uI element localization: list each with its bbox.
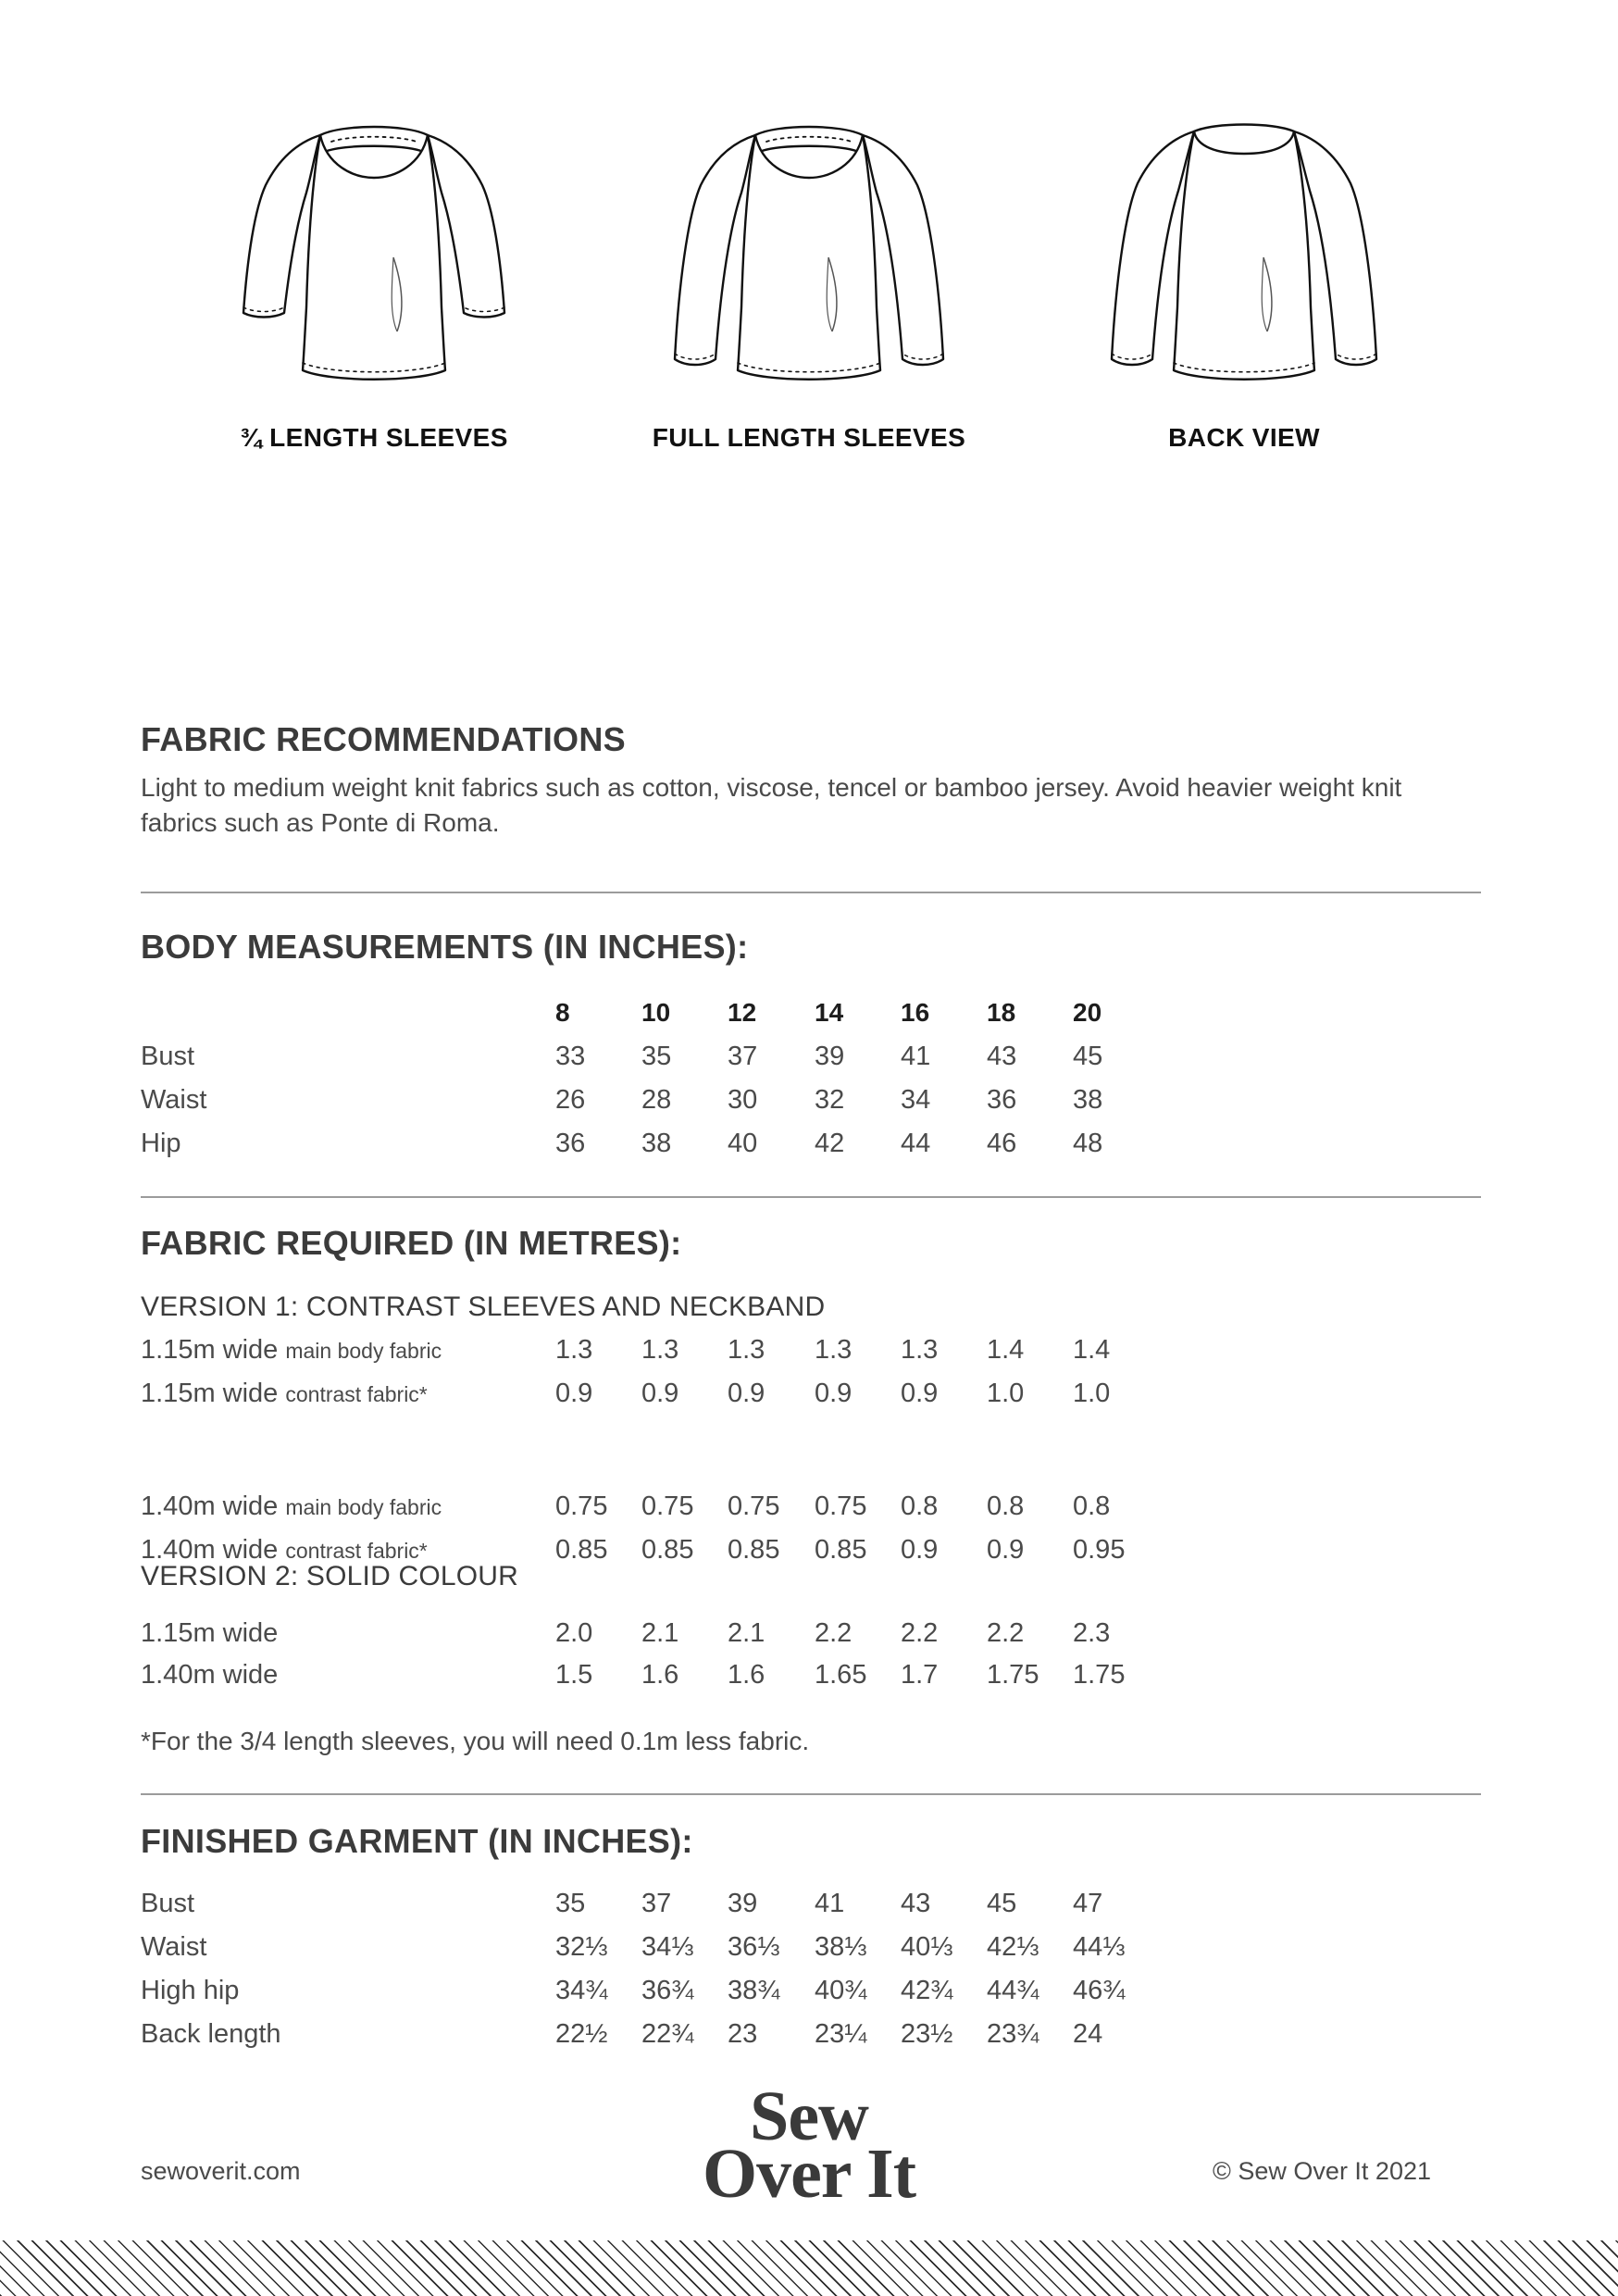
cell: 36⅓ (728, 1932, 780, 1962)
cell: 35 (641, 1042, 672, 1071)
cell: 38⅓ (815, 1932, 867, 1962)
cell: 0.9 (901, 1535, 939, 1565)
size-header: 12 (728, 998, 757, 1027)
logo-line-1: Sew (750, 2078, 868, 2155)
cell: 1.3 (728, 1335, 765, 1365)
row-label (141, 1660, 278, 1691)
cell: 26 (555, 1085, 586, 1115)
fabric-recommendations-text: Light to medium weight knit fabrics such as cotton, viscose, tencel or bamboo jersey. Avoid heavier weight knit fabrics such as Ponte di Roma. (141, 773, 1402, 837)
row-label: Waist (141, 1085, 207, 1115)
cell: 0.8 (1073, 1491, 1111, 1521)
table-row (141, 2019, 1481, 2063)
cell: 0.9 (987, 1535, 1025, 1565)
cell: 2.0 (555, 1618, 593, 1648)
table-row (141, 1335, 1481, 1379)
cell: 2.2 (815, 1618, 853, 1648)
divider-3 (141, 1793, 1481, 1795)
sweater-three-quarter-icon (212, 93, 536, 412)
size-header: 20 (1073, 998, 1102, 1027)
row-label (141, 1379, 428, 1409)
cell: 36 (987, 1085, 1017, 1115)
cell: 22½ (555, 2019, 608, 2049)
cell: 2.3 (1073, 1618, 1111, 1648)
flat-back-view (1027, 93, 1462, 453)
row-label-main: 1.15m wide (141, 1618, 279, 1648)
row-label-detail: main body fabric (285, 1495, 442, 1519)
row-label: Bust (141, 1042, 195, 1071)
cell: 23¼ (815, 2019, 867, 2049)
fabric-required-heading: FABRIC REQUIRED (IN METRES): (141, 1224, 682, 1262)
cell: 39 (728, 1889, 758, 1918)
cell: 0.9 (728, 1379, 765, 1408)
cell: 48 (1073, 1129, 1103, 1158)
cell: 1.4 (987, 1335, 1025, 1365)
cell: 1.65 (815, 1660, 867, 1690)
cell: 1.0 (987, 1379, 1025, 1408)
cell: 34 (901, 1085, 931, 1115)
cell: 0.8 (901, 1491, 939, 1521)
flat-full-length-sleeves (591, 93, 1027, 453)
cell: 1.3 (555, 1335, 593, 1365)
cell: 41 (901, 1042, 931, 1071)
row-label-main: 1.15m wide (141, 1335, 286, 1365)
cell: 0.85 (815, 1535, 867, 1565)
flat-caption-three-quarter: ¾ LENGTH SLEEVES (240, 423, 508, 452)
cell: 0.75 (728, 1491, 780, 1521)
row-label-detail: main body fabric (285, 1339, 442, 1363)
row-label-main: 1.40m wide (141, 1535, 286, 1565)
technical-flats (0, 93, 1618, 630)
table-row (141, 1129, 1481, 1172)
row-label (141, 1491, 442, 1522)
cell: 35 (555, 1889, 586, 1918)
row-label: High hip (141, 1976, 240, 2005)
cell: 37 (728, 1042, 758, 1071)
table-row (141, 1085, 1481, 1129)
cell: 1.3 (641, 1335, 679, 1365)
cell: 1.3 (901, 1335, 939, 1365)
body-measurements-table (141, 998, 1481, 1172)
cell: 23 (728, 2019, 758, 2049)
cell: 1.6 (728, 1660, 765, 1690)
cell: 44¾ (987, 1976, 1039, 2005)
flat-three-quarter-sleeves (156, 93, 591, 453)
version-2-heading: VERSION 2: SOLID COLOUR (141, 1561, 519, 1591)
cell: 46 (987, 1129, 1017, 1158)
size-header: 8 (555, 998, 570, 1027)
cell: 0.75 (555, 1491, 608, 1521)
cell: 45 (1073, 1042, 1103, 1071)
cell: 39 (815, 1042, 845, 1071)
cell: 0.9 (555, 1379, 593, 1408)
cell: 1.5 (555, 1660, 593, 1690)
cell: 22¾ (641, 2019, 694, 2049)
table-row (141, 1660, 1481, 1703)
cell: 33 (555, 1042, 586, 1071)
cell: 38 (1073, 1085, 1103, 1115)
finished-garment-table (141, 1889, 1481, 2063)
cell: 0.75 (641, 1491, 694, 1521)
cell: 0.9 (641, 1379, 679, 1408)
cell: 1.6 (641, 1660, 679, 1690)
row-label: Back length (141, 2019, 281, 2049)
row-label: Bust (141, 1889, 195, 1918)
size-header: 18 (987, 998, 1016, 1027)
finished-garment-heading: FINISHED GARMENT (IN INCHES): (141, 1822, 693, 1860)
cell: 44⅓ (1073, 1932, 1126, 1962)
row-label: Waist (141, 1932, 207, 1962)
cell: 42⅓ (987, 1932, 1039, 1962)
fabric-recommendations-heading: FABRIC RECOMMENDATIONS (141, 720, 626, 758)
cell: 1.0 (1073, 1379, 1111, 1408)
cell: 2.2 (987, 1618, 1025, 1648)
table-row (141, 1042, 1481, 1085)
sweater-back-view-icon (1082, 93, 1406, 412)
cell: 0.9 (901, 1379, 939, 1408)
row-label-main: 1.40m wide (141, 1660, 279, 1690)
decorative-stripe-band (0, 2240, 1618, 2296)
divider-1 (141, 892, 1481, 893)
cell: 38¾ (728, 1976, 780, 2005)
cell: 36¾ (641, 1976, 694, 2005)
row-label (141, 1618, 278, 1649)
fabric-required-version1-table (141, 1335, 1481, 1578)
row-label (141, 1335, 442, 1366)
table-row (141, 1379, 1481, 1422)
website-link[interactable]: sewoverit.com (141, 2157, 301, 2185)
cell: 1.75 (987, 1660, 1039, 1690)
copyright-notice: © Sew Over It 2021 (1213, 2157, 1431, 2185)
cell: 0.95 (1073, 1535, 1126, 1565)
cell: 23½ (901, 2019, 953, 2049)
size-header: 14 (815, 998, 844, 1027)
row-label-detail: contrast fabric* (285, 1382, 428, 1406)
cell: 38 (641, 1129, 672, 1158)
cell: 0.9 (815, 1379, 853, 1408)
cell: 32⅓ (555, 1932, 608, 1962)
row-label-main: 1.15m wide (141, 1379, 286, 1408)
cell: 36 (555, 1129, 586, 1158)
flat-caption-full-length: FULL LENGTH SLEEVES (652, 423, 966, 452)
cell: 43 (987, 1042, 1017, 1071)
size-header: 10 (641, 998, 671, 1027)
cell: 44 (901, 1129, 931, 1158)
cell: 42 (815, 1129, 845, 1158)
cell: 37 (641, 1889, 672, 1918)
cell: 30 (728, 1085, 758, 1115)
cell: 32 (815, 1085, 845, 1115)
cell: 40¾ (815, 1976, 867, 2005)
cell: 1.3 (815, 1335, 853, 1365)
cell: 45 (987, 1889, 1017, 1918)
cell: 0.85 (728, 1535, 780, 1565)
fabric-required-version2-table (141, 1618, 1481, 1703)
flat-caption-back-view: BACK VIEW (1168, 423, 1320, 452)
logo-line-2: Over It (702, 2135, 916, 2214)
cell: 23¾ (987, 2019, 1039, 2049)
cell: 47 (1073, 1889, 1103, 1918)
fabric-required-footnote: *For the 3/4 length sleeves, you will need 0.1m less fabric. (141, 1727, 810, 1755)
size-header: 16 (901, 998, 930, 1027)
sweater-full-length-icon (647, 93, 971, 412)
table-header-row (141, 998, 1481, 1042)
cell: 0.75 (815, 1491, 867, 1521)
row-label-main: 1.40m wide (141, 1491, 286, 1521)
row-label: Hip (141, 1129, 181, 1158)
cell: 40⅓ (901, 1932, 953, 1962)
cell: 41 (815, 1889, 845, 1918)
cell: 34¾ (555, 1976, 608, 2005)
cell: 46¾ (1073, 1976, 1126, 2005)
divider-2 (141, 1196, 1481, 1198)
cell: 0.8 (987, 1491, 1025, 1521)
cell: 28 (641, 1085, 672, 1115)
cell: 42¾ (901, 1976, 953, 2005)
cell: 34⅓ (641, 1932, 694, 1962)
table-row (141, 1889, 1481, 1932)
cell: 2.2 (901, 1618, 939, 1648)
cell: 0.85 (555, 1535, 608, 1565)
version-1-heading: VERSION 1: CONTRAST SLEEVES AND NECKBAND (141, 1292, 826, 1322)
cell: 1.75 (1073, 1660, 1126, 1690)
table-row (141, 1491, 1481, 1535)
table-row (141, 1618, 1481, 1660)
cell: 2.1 (728, 1618, 765, 1648)
cell: 24 (1073, 2019, 1103, 2049)
cell: 2.1 (641, 1618, 679, 1648)
table-row (141, 1932, 1481, 1976)
cell: 1.4 (1073, 1335, 1111, 1365)
cell: 1.7 (901, 1660, 939, 1690)
cell: 0.85 (641, 1535, 694, 1565)
body-measurements-heading: BODY MEASUREMENTS (IN INCHES): (141, 928, 749, 966)
row-label-detail: contrast fabric* (285, 1539, 428, 1563)
table-row (141, 1976, 1481, 2019)
table-spacer (141, 1422, 1481, 1491)
cell: 43 (901, 1889, 931, 1918)
cell: 40 (728, 1129, 758, 1158)
